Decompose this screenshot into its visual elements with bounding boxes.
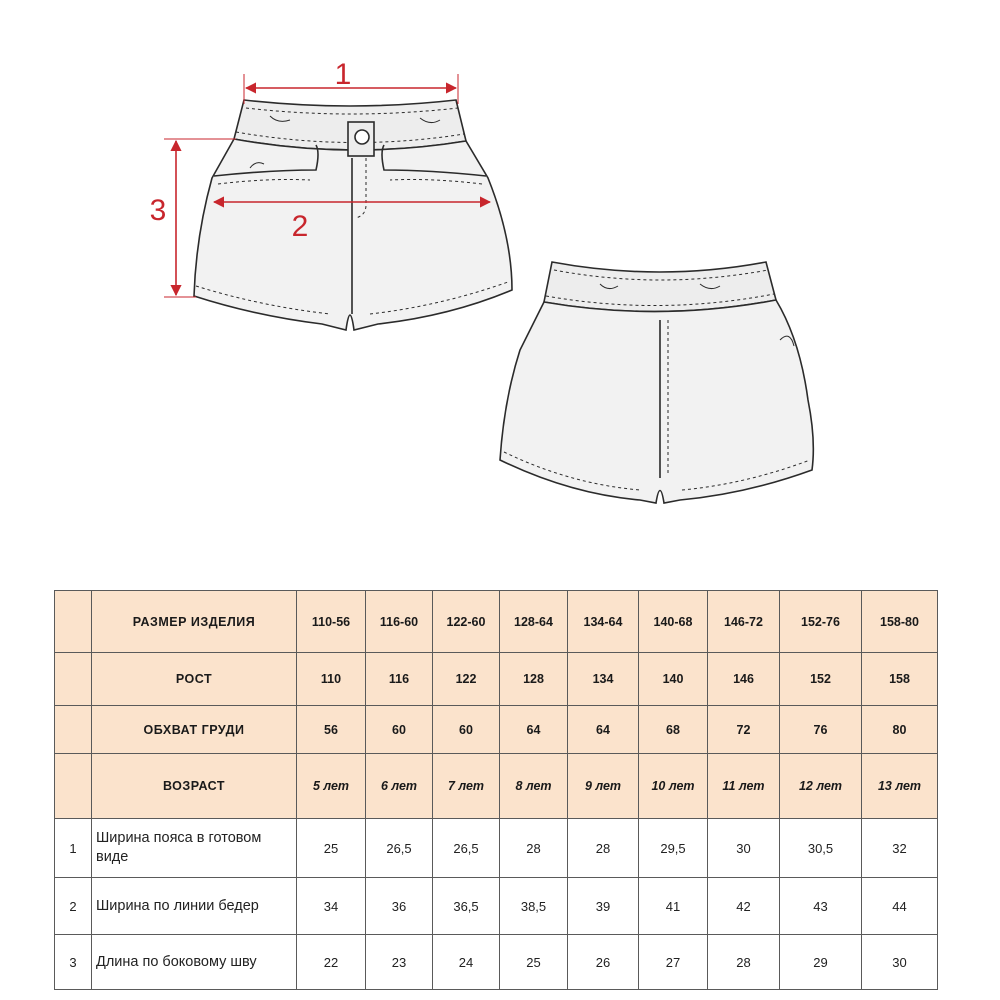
row-number: 3 — [55, 935, 92, 990]
table-cell: 29 — [780, 935, 862, 990]
table-cell: 28 — [500, 819, 568, 878]
shorts-back-view — [500, 262, 813, 503]
row-label: РАЗМЕР ИЗДЕЛИЯ — [92, 591, 297, 653]
table-cell: 134-64 — [568, 591, 639, 653]
table-cell: 27 — [639, 935, 708, 990]
table-cell: 146-72 — [708, 591, 780, 653]
table-cell: 22 — [297, 935, 366, 990]
table-cell: 26,5 — [366, 819, 433, 878]
table-cell: 76 — [780, 706, 862, 754]
table-cell: 56 — [297, 706, 366, 754]
table-cell: 32 — [862, 819, 938, 878]
table-cell: 110 — [297, 653, 366, 706]
table-cell: 80 — [862, 706, 938, 754]
table-cell: 28 — [708, 935, 780, 990]
table-cell: 116 — [366, 653, 433, 706]
row-number: 2 — [55, 878, 92, 935]
row-number: 1 — [55, 819, 92, 878]
row-label: Длина по боковому шву — [92, 935, 297, 990]
table-cell: 158 — [862, 653, 938, 706]
row-number-cell — [55, 591, 92, 653]
table-cell: 122-60 — [433, 591, 500, 653]
row-number-cell — [55, 754, 92, 819]
table-cell: 30,5 — [780, 819, 862, 878]
table-cell: 39 — [568, 878, 639, 935]
table-cell: 110-56 — [297, 591, 366, 653]
table-cell: 8 лет — [500, 754, 568, 819]
row-size — [55, 591, 938, 653]
table-cell: 6 лет — [366, 754, 433, 819]
table-cell: 36 — [366, 878, 433, 935]
table-cell: 122 — [433, 653, 500, 706]
size-chart-table — [54, 590, 938, 990]
table-cell: 134 — [568, 653, 639, 706]
table-cell: 13 лет — [862, 754, 938, 819]
row-measurement-2 — [55, 878, 938, 935]
table-cell: 60 — [433, 706, 500, 754]
row-number-cell — [55, 653, 92, 706]
table-cell: 38,5 — [500, 878, 568, 935]
row-label: РОСТ — [92, 653, 297, 706]
table-cell: 23 — [366, 935, 433, 990]
table-cell: 140-68 — [639, 591, 708, 653]
table-cell: 158-80 — [862, 591, 938, 653]
row-label: ОБХВАТ ГРУДИ — [92, 706, 297, 754]
table-cell: 152 — [780, 653, 862, 706]
table-cell: 30 — [708, 819, 780, 878]
table-cell: 26 — [568, 935, 639, 990]
table-cell: 5 лет — [297, 754, 366, 819]
dimension-1 — [244, 58, 458, 104]
table-cell: 146 — [708, 653, 780, 706]
table-cell: 29,5 — [639, 819, 708, 878]
shorts-front-view — [194, 100, 512, 330]
table-cell: 30 — [862, 935, 938, 990]
table-cell: 24 — [433, 935, 500, 990]
dimension-label-1: 1 — [334, 58, 352, 91]
table-cell: 10 лет — [639, 754, 708, 819]
table-cell: 28 — [568, 819, 639, 878]
row-number-cell — [55, 706, 92, 754]
row-height — [55, 653, 938, 706]
row-label: Ширина по линии бедер — [92, 878, 297, 935]
table-cell: 41 — [639, 878, 708, 935]
table-cell: 140 — [639, 653, 708, 706]
table-cell: 44 — [862, 878, 938, 935]
table-cell: 9 лет — [568, 754, 639, 819]
table-cell: 25 — [297, 819, 366, 878]
table-cell: 43 — [780, 878, 862, 935]
table-cell: 11 лет — [708, 754, 780, 819]
table-cell: 36,5 — [433, 878, 500, 935]
table-cell: 64 — [568, 706, 639, 754]
table-cell: 42 — [708, 878, 780, 935]
table-cell: 25 — [500, 935, 568, 990]
row-chest — [55, 706, 938, 754]
table-cell: 128-64 — [500, 591, 568, 653]
dimension-label-2: 2 — [291, 210, 309, 243]
table-cell: 68 — [639, 706, 708, 754]
row-label: Ширина пояса в готовом виде — [92, 819, 297, 878]
table-cell: 34 — [297, 878, 366, 935]
table-cell: 26,5 — [433, 819, 500, 878]
row-measurement-3 — [55, 935, 938, 990]
row-age — [55, 754, 938, 819]
table-cell: 7 лет — [433, 754, 500, 819]
row-label: ВОЗРАСТ — [92, 754, 297, 819]
table-cell: 12 лет — [780, 754, 862, 819]
table-cell: 72 — [708, 706, 780, 754]
dimension-label-3: 3 — [149, 194, 167, 227]
table-cell: 152-76 — [780, 591, 862, 653]
row-measurement-1 — [55, 819, 938, 878]
table-cell: 128 — [500, 653, 568, 706]
table-cell: 64 — [500, 706, 568, 754]
table-cell: 116-60 — [366, 591, 433, 653]
table-cell: 60 — [366, 706, 433, 754]
